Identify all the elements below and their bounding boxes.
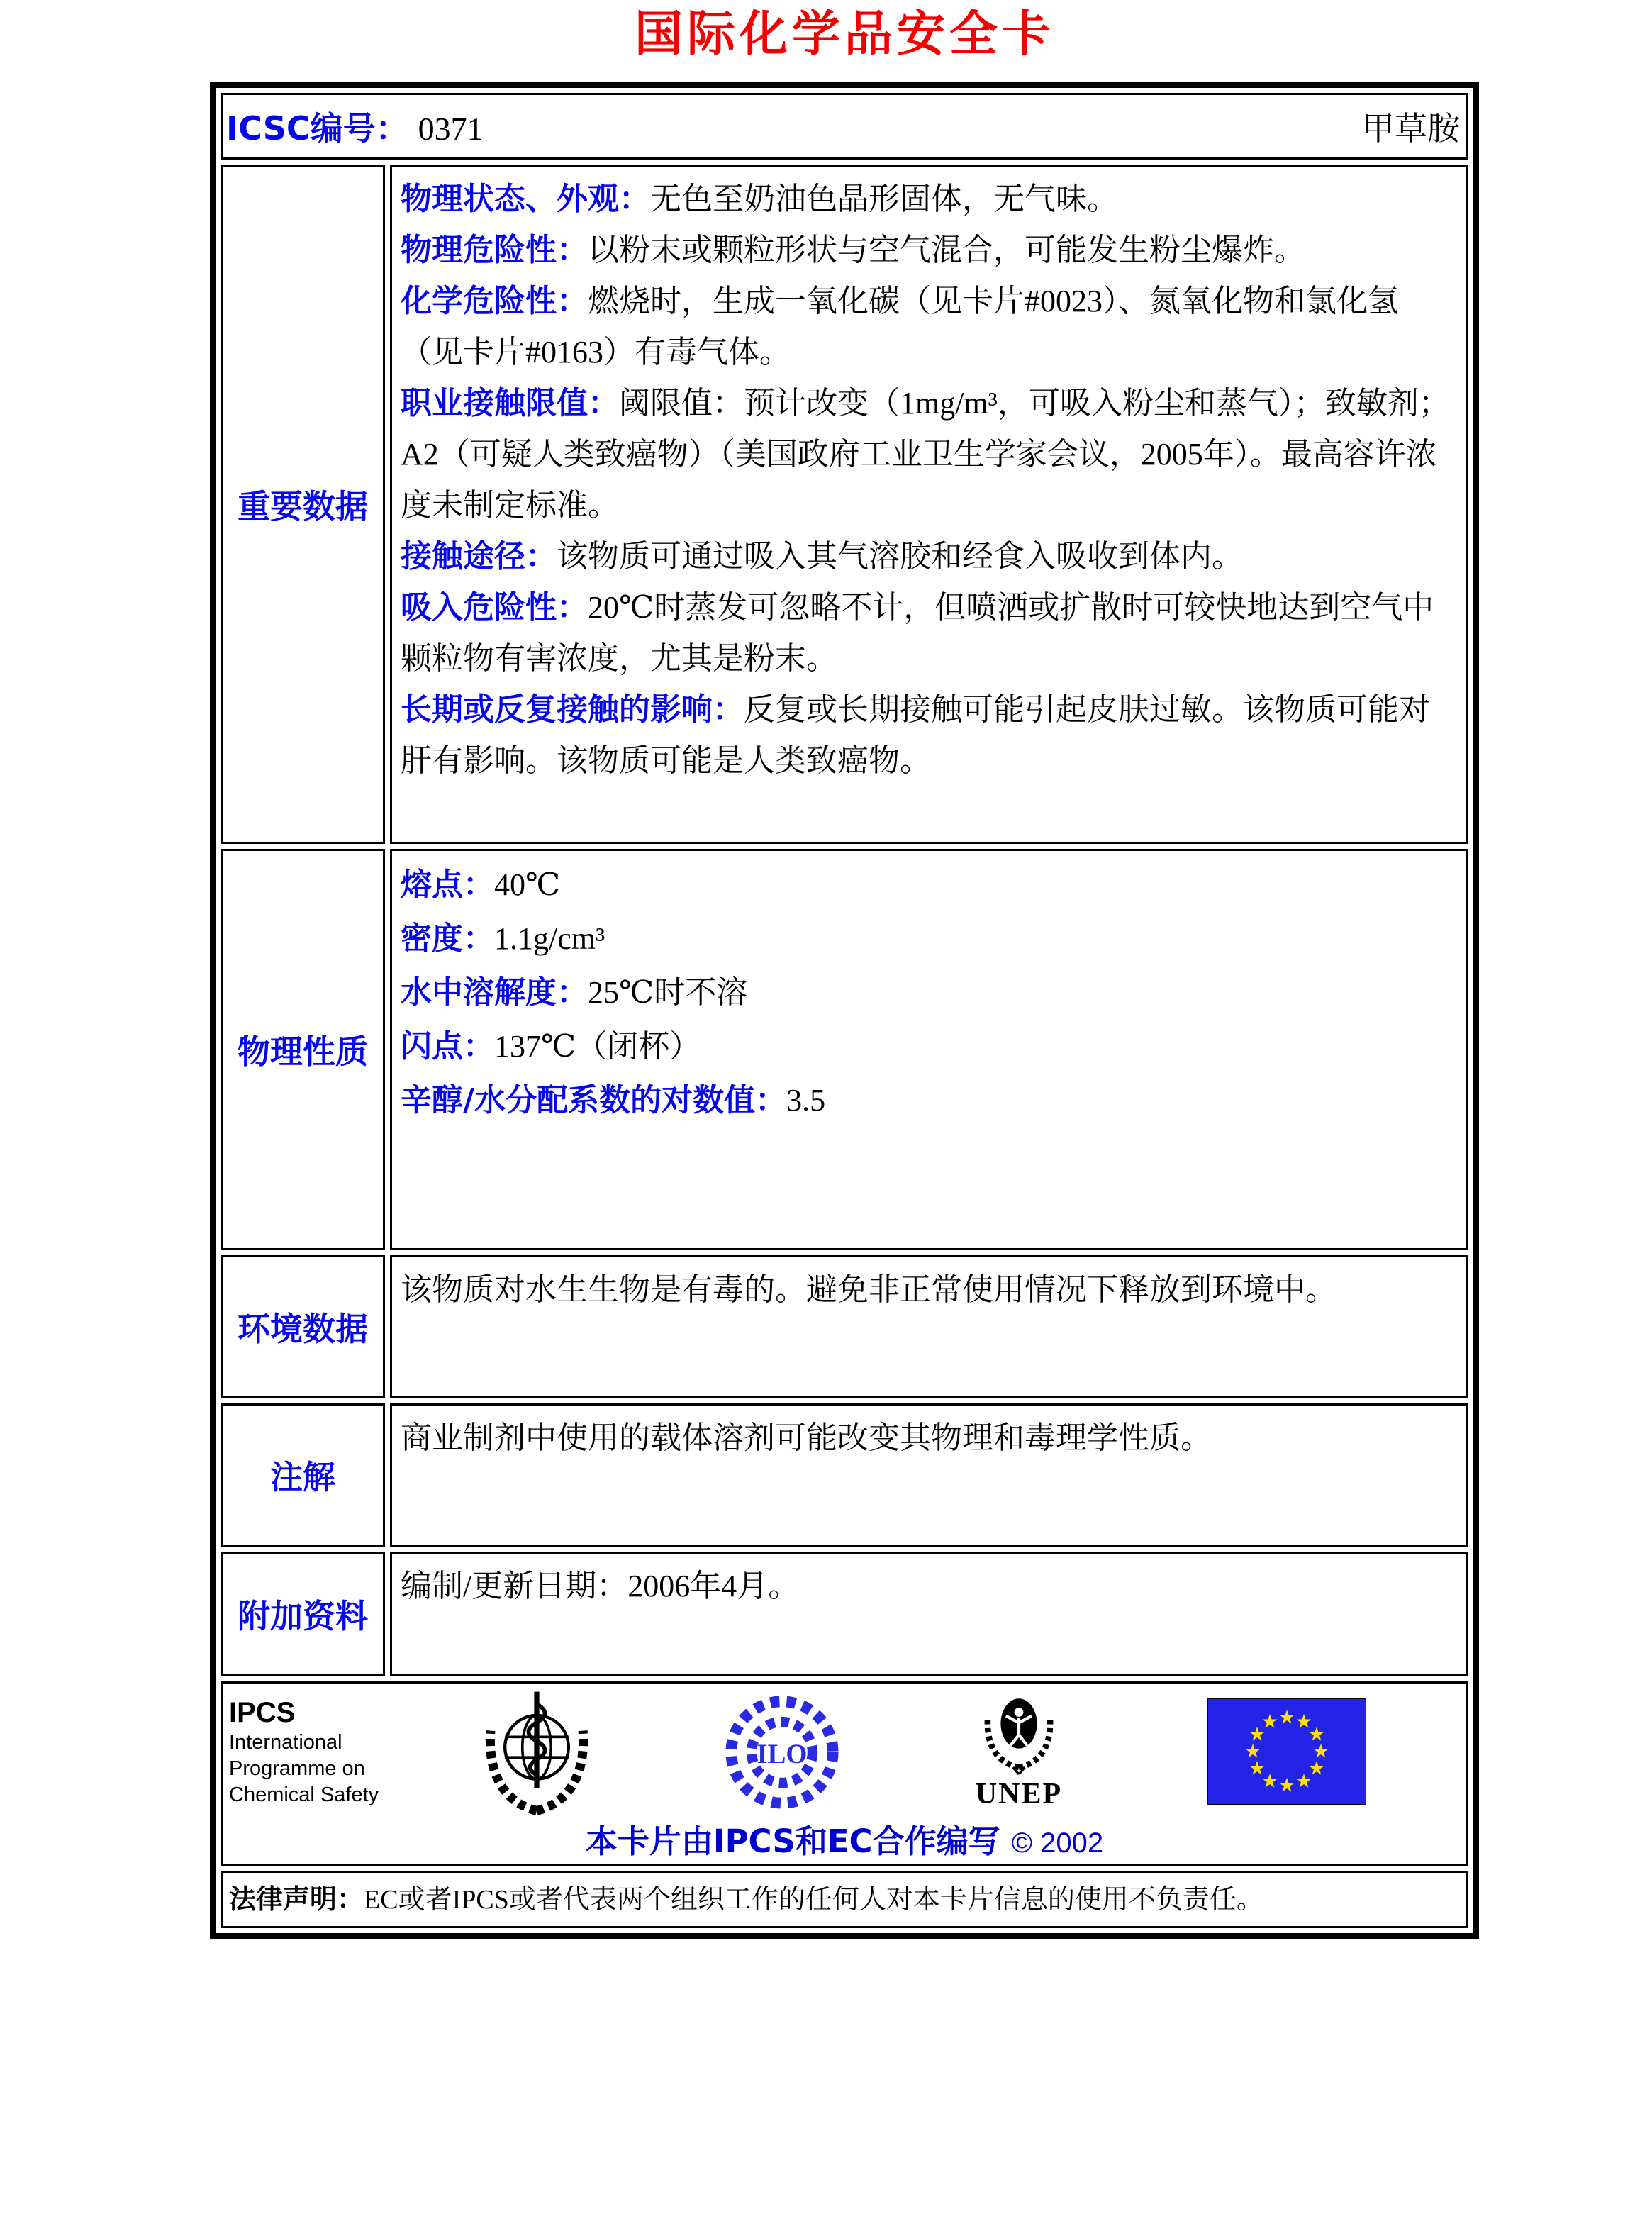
svg-text:★: ★ (1261, 1770, 1279, 1793)
section-row-physical-properties (221, 849, 1468, 1250)
header-cell (221, 93, 1468, 160)
field-row (401, 1264, 1455, 1315)
field-label: 辛醇/水分配系数的对数值： (401, 1082, 787, 1118)
ipcs-text-block (229, 1696, 379, 1808)
section-label-environmental-data: 环境数据 (221, 1255, 385, 1398)
unep-logo-icon (966, 1684, 1072, 1775)
section-label-physical-properties: 物理性质 (221, 849, 385, 1250)
field-label: 接触途径： (401, 538, 557, 574)
field-row (401, 1561, 1455, 1612)
legal-row (221, 1871, 1468, 1928)
icsc-number-label: ICSC编号： (226, 109, 408, 148)
svg-text:★: ★ (1248, 1723, 1266, 1746)
field-value: 40℃ (494, 867, 561, 902)
field-value: 137℃（闭杯） (494, 1029, 701, 1064)
legal-cell (221, 1871, 1468, 1928)
field-value: 商业制剂中使用的载体溶剂可能改变其物理和毒理学性质。 (401, 1420, 1212, 1455)
field-value: 1.1g/cm³ (494, 921, 605, 956)
field-row (401, 1074, 1455, 1128)
svg-text:★: ★ (1278, 1706, 1296, 1729)
field-value: 编制/更新日期：2006年4月。 (401, 1569, 800, 1603)
section-row-important-data (221, 165, 1468, 844)
header-row (221, 93, 1468, 160)
chemical-name: 甲草胺 (1362, 111, 1460, 147)
field-value: 燃烧时，生成一氧化碳（见卡片#0023）、氮氧化物和氯化氢（见卡片#0163）有毒气体。 (401, 284, 1399, 369)
credit-line (223, 1815, 1466, 1862)
field-row (401, 531, 1455, 582)
icsc-number-field (226, 103, 484, 150)
svg-text:★: ★ (1244, 1740, 1262, 1763)
svg-text:★: ★ (1261, 1710, 1279, 1733)
field-value: 无色至奶油色晶形固体，无气味。 (650, 182, 1118, 216)
field-label: 水中溶解度： (401, 974, 588, 1011)
section-content-physical-properties (390, 849, 1468, 1250)
ilo-logo-label: ILO (757, 1739, 808, 1769)
field-label: 密度： (401, 920, 494, 957)
field-label: 职业接触限值： (401, 385, 619, 421)
eu-flag-icon (1207, 1698, 1366, 1805)
field-row (401, 1413, 1455, 1464)
icsc-card-table (210, 82, 1479, 1939)
field-label: 吸入危险性： (401, 589, 588, 625)
ipcs-subtitle-line1: International (229, 1731, 342, 1754)
field-label: 闪点： (401, 1028, 494, 1064)
svg-text:★: ★ (1295, 1710, 1313, 1733)
svg-text:★: ★ (1295, 1770, 1313, 1793)
svg-text:★: ★ (1312, 1740, 1330, 1763)
section-label-additional-information: 附加资料 (221, 1552, 385, 1676)
who-logo-icon (473, 1686, 601, 1819)
unep-logo-label: UNEP (975, 1778, 1063, 1810)
field-row (401, 174, 1455, 225)
field-value: 20℃时蒸发可忽略不计，但喷洒或扩散时可较快地达到空气中颗粒物有害浓度，尤其是粉末。 (401, 590, 1434, 676)
section-content-notes (390, 1403, 1468, 1547)
footer-cell (221, 1681, 1468, 1866)
section-content-additional-information (390, 1552, 1468, 1676)
field-label: 长期或反复接触的影响： (401, 691, 744, 728)
field-label: 化学危险性： (401, 283, 588, 319)
field-row (401, 225, 1455, 276)
footer-logos-row (221, 1681, 1468, 1866)
ipcs-subtitle-line2: Programme on (229, 1757, 365, 1780)
field-label: 物理状态、外观： (401, 181, 650, 217)
section-row-environmental-data (221, 1255, 1468, 1398)
field-row (401, 912, 1455, 966)
section-label-important-data: 重要数据 (221, 165, 385, 844)
ilo-logo-icon (721, 1691, 843, 1813)
field-value: 该物质可通过吸入其气溶胶和经食入吸收到体内。 (557, 539, 1243, 574)
legal-label: 法律声明： (229, 1883, 364, 1915)
field-label: 物理危险性： (401, 232, 588, 268)
svg-text:★: ★ (1307, 1757, 1326, 1780)
field-row (401, 684, 1455, 786)
svg-text:★: ★ (1248, 1757, 1266, 1780)
field-row (401, 582, 1455, 684)
field-value: 反复或长期接触可能引起皮肤过敏。该物质可能对肝有影响。该物质可能是人类致癌物。 (401, 692, 1430, 778)
page-title: 国际化学品安全卡 (634, 6, 1054, 62)
section-label-notes: 注解 (221, 1403, 385, 1547)
field-row (401, 276, 1455, 378)
section-content-important-data (390, 165, 1468, 844)
field-row (401, 378, 1455, 531)
section-row-additional-information (221, 1552, 1468, 1676)
card-wrapper (210, 4, 1479, 1939)
field-value: 3.5 (786, 1083, 826, 1118)
field-value: 阈限值：预计改变（1mg/m³，可吸入粉尘和蒸气）；致敏剂；A2（可疑人类致癌物）（美国政府工业卫生学家会议，2005年）。最高容许浓度未制定标准。 (401, 386, 1450, 523)
field-row (401, 858, 1455, 912)
copyright-text: © 2002 (1011, 1827, 1104, 1859)
svg-text:★: ★ (1307, 1723, 1326, 1746)
section-content-environmental-data (390, 1255, 1468, 1398)
legal-text: EC或者IPCS或者代表两个组织工作的任何人对本卡片信息的使用不负责任。 (364, 1885, 1263, 1915)
section-row-notes (221, 1403, 1468, 1547)
ipcs-subtitle-line3: Chemical Safety (229, 1783, 379, 1806)
svg-text:★: ★ (1278, 1774, 1296, 1797)
field-label: 熔点： (401, 867, 494, 903)
unep-logo-block (955, 1684, 1083, 1810)
ipcs-title: IPCS (229, 1697, 296, 1728)
field-value: 该物质对水生生物是有毒的。避免非正常使用情况下释放到环境中。 (401, 1272, 1336, 1307)
field-value: 25℃时不溶 (588, 975, 748, 1010)
field-row (401, 966, 1455, 1020)
field-value: 以粉末或颗粒形状与空气混合，可能发生粉尘爆炸。 (588, 233, 1305, 267)
icsc-number-value: 0371 (418, 111, 484, 147)
credit-text: 本卡片由IPCS和EC合作编写 (585, 1822, 1000, 1860)
field-row (401, 1020, 1455, 1074)
